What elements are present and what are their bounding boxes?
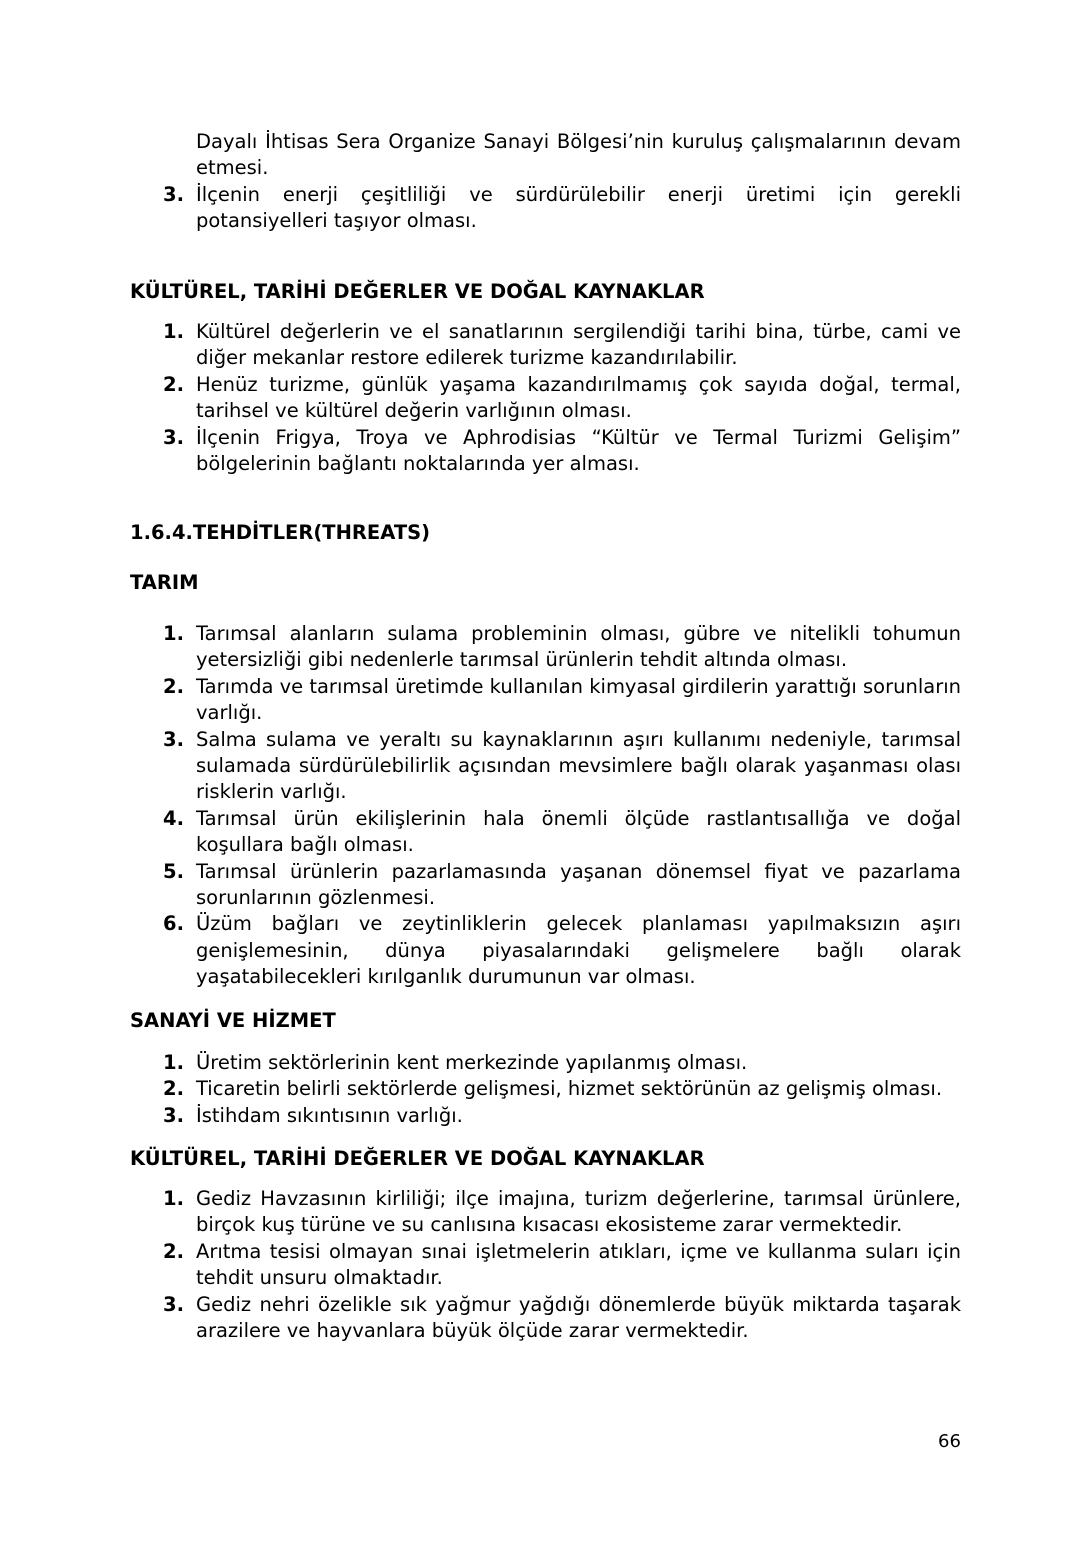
- list-item: [130, 1050, 961, 1076]
- subsection-heading-culture-threats: KÜLTÜREL, TARİHİ DEĞERLER VE DOĞAL KAYNAKLAR: [130, 1147, 705, 1170]
- list-number: 1.: [163, 1187, 184, 1210]
- culture-threats-list: [130, 1186, 961, 1344]
- list-text: Henüz turizme, günlük yaşama kazandırılmamış çok sayıda doğal, termal, tarihsel ve kültürel değerin varlığının olması.: [196, 372, 961, 423]
- continuation-text: Dayalı İhtisas Sera Organize Sanayi Bölgesi’nin kuruluş çalışmalarının devam etmesi.: [196, 130, 961, 180]
- list-number: 3.: [163, 727, 184, 751]
- list-text: Arıtma tesisi olmayan sınai işletmelerin atıkları, içme ve kullanma suları için tehdit unsuru olmaktadır.: [196, 1239, 961, 1290]
- list-text: Ticaretin belirli sektörlerde gelişmesi, hizmet sektörünün az gelişmiş olması.: [196, 1077, 943, 1101]
- list-item: [130, 911, 961, 990]
- list-item: [130, 372, 961, 425]
- list-number: 3.: [163, 425, 184, 449]
- list-text: İlçenin enerji çeşitliliği ve sürdürülebilir enerji üretimi için gerekli potansiyelleri taşıyor olması.: [196, 182, 961, 233]
- list-item: [130, 806, 961, 859]
- continuation-block: [130, 129, 961, 235]
- list-text: Tarımsal ürünlerin pazarlamasında yaşanan dönemsel fiyat ve pazarlama sorunlarının gözlenmesi.: [196, 859, 961, 910]
- list-number: 6.: [163, 912, 184, 936]
- list-item: [130, 425, 961, 478]
- list-number: 3.: [163, 1103, 184, 1127]
- list-item: [130, 1239, 961, 1292]
- list-text: Kültürel değerlerin ve el sanatlarının sergilendiği tarihi bina, türbe, cami ve diğer mekanlar restore edilerek turizme kazandırılabilir.: [196, 320, 961, 370]
- page-number: 66: [938, 1431, 961, 1452]
- list-item: [130, 727, 961, 806]
- section-heading-culture-opportunities: KÜLTÜREL, TARİHİ DEĞERLER VE DOĞAL KAYNAKLAR: [130, 280, 705, 303]
- list-number: 3.: [163, 1292, 184, 1316]
- list-number: 3.: [163, 182, 184, 206]
- list-text: İstihdam sıkıntısının varlığı.: [196, 1103, 463, 1127]
- list-text: Tarımda ve tarımsal üretimde kullanılan kimyasal girdilerin yarattığı sorunların varlığı.: [196, 674, 961, 725]
- list-item: [130, 674, 961, 727]
- list-text: Gediz nehri özelikle sık yağmur yağdığı dönemlerde büyük miktarda taşarak arazilere ve hayvanlara büyük ölçüde zarar vermektedir.: [196, 1292, 961, 1343]
- list-number: 4.: [163, 806, 184, 830]
- culture-opportunities-list: [130, 319, 961, 477]
- agriculture-list: [130, 621, 961, 991]
- list-text: Salma sulama ve yeraltı su kaynaklarının aşırı kullanımı nedeniyle, tarımsal sulamada sürdürülebilirlik açısından mevsimlere bağlı olarak yaşanması olası risklerin varlığı.: [196, 727, 961, 804]
- subsection-heading-agriculture: TARIM: [130, 571, 199, 594]
- list-text: Tarımsal alanların sulama probleminin olması, gübre ve nitelikli tohumun yetersizliği gibi nedenlerle tarımsal ürünlerin tehdit altında olması.: [196, 622, 961, 672]
- list-number: 5.: [163, 859, 184, 883]
- list-text: Üretim sektörlerinin kent merkezinde yapılanmış olması.: [196, 1051, 748, 1074]
- industry-list: [130, 1050, 961, 1129]
- list-number: 1.: [163, 622, 184, 645]
- list-number: 1.: [163, 1051, 184, 1074]
- list-item: [130, 621, 961, 674]
- list-number: 2.: [163, 372, 184, 396]
- list-item: [130, 859, 961, 912]
- list-number: 2.: [163, 1077, 184, 1101]
- list-number: 1.: [163, 320, 184, 343]
- list-item: [130, 1076, 961, 1102]
- list-item: [130, 182, 961, 235]
- list-number: 2.: [163, 1239, 184, 1263]
- list-text: Üzüm bağları ve zeytinliklerin gelecek planlaması yapılmaksızın aşırı genişlemesinin, dünya piyasalarındaki gelişmelere bağlı olarak yaşatabilecekleri kırılganlık durumunun var olması.: [196, 912, 961, 989]
- list-text: Tarımsal ürün ekilişlerinin hala önemli ölçüde rastlantısallığa ve doğal koşullara bağlı olması.: [196, 806, 961, 857]
- list-text: Gediz Havzasının kirliliği; ilçe imajına, turizm değerlerine, tarımsal ürünlere, birçok kuş türüne ve su canlısına kısacası ekosisteme zarar vermektedir.: [196, 1187, 961, 1237]
- list-item: [130, 1292, 961, 1345]
- list-number: 2.: [163, 674, 184, 698]
- subsection-heading-industry: SANAYİ VE HİZMET: [130, 1009, 336, 1032]
- section-heading-threats: 1.6.4.TEHDİTLER(THREATS): [130, 521, 431, 544]
- list-item: [130, 1186, 961, 1239]
- list-item: [130, 1103, 961, 1129]
- list-item: [130, 319, 961, 372]
- list-text: İlçenin Frigya, Troya ve Aphrodisias “Kültür ve Termal Turizmi Gelişim” bölgelerinin bağlantı noktalarında yer alması.: [196, 425, 961, 476]
